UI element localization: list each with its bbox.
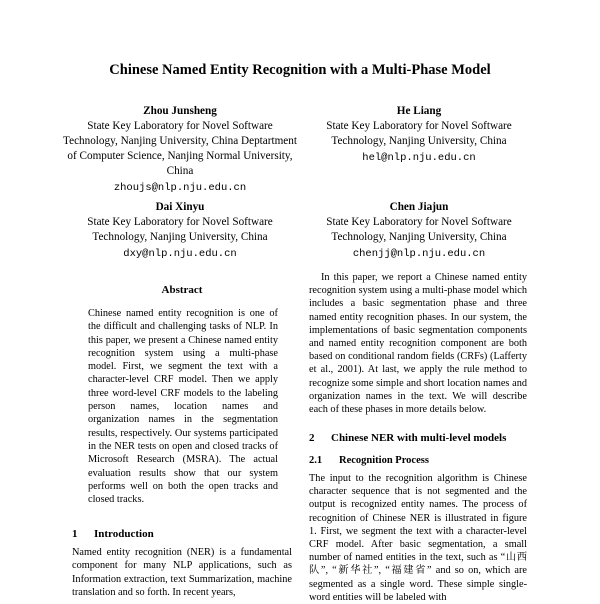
subsection-2-1-heading <box>309 455 429 466</box>
author-block <box>62 104 298 196</box>
author-email: zhoujs@nlp.nju.edu.cn <box>113 182 247 194</box>
author-affiliation: State Key Laboratory for Novel Software Technology, Nanjing University, China <box>87 216 273 243</box>
subsection-title: Recognition Process <box>339 455 429 466</box>
intro-paragraph: In this paper, we report a Chinese named entity recognition system using a multi-phase model which includes a basic segmentation phase and three named entity recognition phases. In our system, the implementations of basic segmentation components and named entity recognition component are both based on conditional random fields (CRFs) (Lafferty et al., 2001). At last, we apply the rule method to recognize some simple and short location names and organization names in the text. We will describe each of these phases in more details below. <box>309 272 527 416</box>
author-affiliation: State Key Laboratory for Novel Software Technology, Nanjing University, China Deptartment of Computer Science, Nanjing Normal University, China <box>63 120 297 177</box>
section-2-heading <box>309 432 506 444</box>
author-block <box>312 104 526 166</box>
section-title: Chinese NER with multi-level models <box>331 432 507 444</box>
abstract-heading: Abstract <box>161 284 203 296</box>
author-block <box>62 200 298 262</box>
section-1-text: Named entity recognition (NER) is a fundamental component for many NLP applications, such as Information extraction, text Summarization, machine translation and so forth. In recent years, <box>72 547 292 598</box>
author-block <box>312 200 526 262</box>
abstract-text: Chinese named entity recognition is one of the difficult and challenging tasks of NLP. In this paper, we present a Chinese named entity recognition system using a multi-phase model. First, we segment the text with a character-level CRF model. Then we apply three word-level CRF models to the labeling person names, location names and organization names in the segmentation results, respectively. Our systems participated in the NER tests on open and closed tracks of Microsoft Research (MSRA). The actual evaluation results show that our system performs well on both the open tracks and closed tracks. <box>88 308 278 506</box>
section-number: 2 <box>309 432 315 444</box>
author-name: Chen Jiajun <box>389 201 449 213</box>
author-affiliation: State Key Laboratory for Novel Software Technology, Nanjing University, China <box>326 120 512 147</box>
section-number: 1 <box>72 528 78 540</box>
section-1-heading <box>72 528 154 540</box>
paper-title: Chinese Named Entity Recognition with a Multi-Phase Model <box>109 62 491 78</box>
section-title: Introduction <box>94 528 154 540</box>
author-email: hel@nlp.nju.edu.cn <box>362 152 476 164</box>
subsection-2-1-text: The input to the recognition algorithm is Chinese character sequence that is not segmented and the output is recognized entity names. The process of recognition of Chinese NER is illustrated in figure 1. First, we segment the text with a character-level CRF model. After basic segmentation, a small number of named entities in the text, such as “山西队”, “新华社”, “福建省” and so on, which are segmented as a single word. These simple single-word entities will be labeled with <box>309 473 527 603</box>
author-email: dxy@nlp.nju.edu.cn <box>123 248 237 260</box>
author-name: He Liang <box>396 105 442 117</box>
author-email: chenjj@nlp.nju.edu.cn <box>352 248 486 260</box>
author-affiliation: State Key Laboratory for Novel Software Technology, Nanjing University, China <box>326 216 512 243</box>
author-name: Zhou Junsheng <box>143 105 217 117</box>
author-name: Dai Xinyu <box>155 201 205 213</box>
subsection-number: 2.1 <box>309 455 323 466</box>
